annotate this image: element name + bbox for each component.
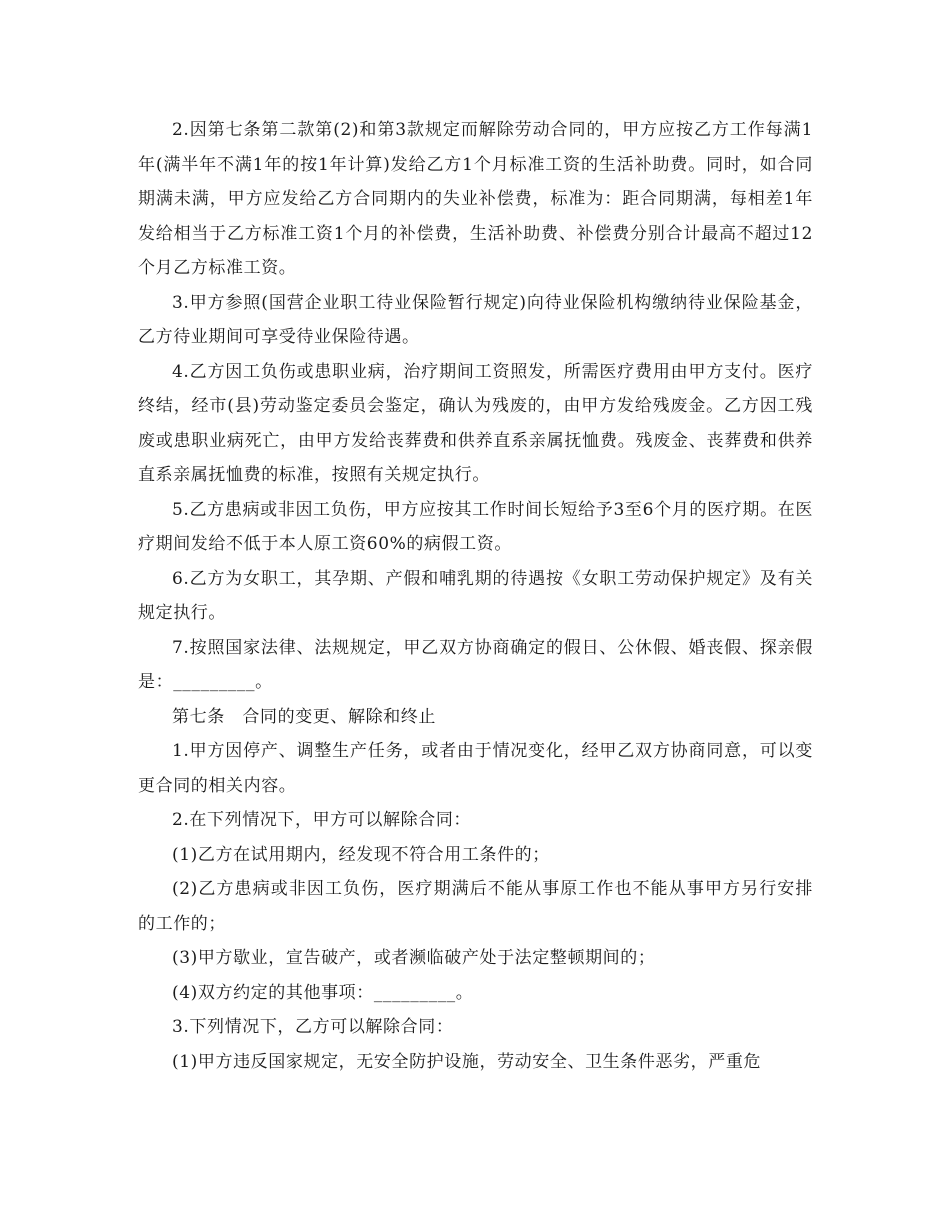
paragraph-contract-change: 1.甲方因停产、调整生产任务，或者由于情况变化，经甲乙双方协商同意，可以变更合同的相关内容。	[138, 741, 813, 796]
list-item-probation: (1)乙方在试用期内，经发现不符合用工条件的；	[172, 844, 550, 865]
paragraph-employer-termination: 2.在下列情况下，甲方可以解除合同：	[172, 810, 472, 830]
list-item-illness: (2)乙方患病或非因工负伤，医疗期满后不能从事原工作也不能从事甲方另行安排的工作的；	[138, 879, 813, 934]
paragraph-unemployment-insurance: 3.甲方参照(国营企业职工待业保险暂行规定)向待业保险机构缴纳待业保险基金，乙方待业期间可享受待业保险待遇。	[138, 292, 813, 347]
list-item-bankruptcy: (3)甲方歇业，宣告破产，或者濒临破产处于法定整顿期间的；	[172, 948, 656, 968]
section-heading-article-7: 第七条 合同的变更、解除和终止	[172, 706, 436, 727]
list-item-safety-violation: (1)甲方违反国家规定，无安全防护设施，劳动安全、卫生条件恶劣，严重危	[172, 1051, 762, 1072]
list-item-other-matters: (4)双方约定的其他事项：_________。	[172, 982, 474, 1003]
paragraph-work-injury: 4.乙方因工负伤或患职业病，治疗期间工资照发，所需医疗费用由甲方支付。医疗终结，经市(县)劳动鉴定委员会鉴定，确认为残废的，由甲方发给残废金。乙方因工残废或患职业病死亡，由甲方发给丧葬费和供养直系亲属抚恤费。残废金、丧葬费和供养直系亲属抚恤费的标准，按照有关规定执行。	[138, 361, 813, 485]
paragraph-living-allowance: 2.因第七条第二款第(2)和第3款规定而解除劳动合同的，甲方应按乙方工作每满1年(满半年不满1年的按1年计算)发给乙方1个月标准工资的生活补助费。同时，如合同期满未满，甲方应发给乙方合同期内的失业补偿费，标准为：距合同期满，每相差1年发给相当于乙方标准工资1个月的补偿费，生活补助费、补偿费分别合计最高不超过12个月乙方标准工资。	[138, 120, 813, 278]
document-page	[138, 113, 813, 1079]
paragraph-female-worker: 6.乙方为女职工，其孕期、产假和哺乳期的待遇按《女职工劳动保护规定》及有关规定执行。	[138, 568, 813, 623]
paragraph-employee-termination: 3.下列情况下，乙方可以解除合同：	[172, 1017, 454, 1037]
paragraph-medical-period: 5.乙方患病或非因工负伤，甲方应按其工作时间长短给予3至6个月的医疗期。在医疗期间发给不低于本人原工资60%的病假工资。	[138, 499, 813, 554]
paragraph-holidays: 7.按照国家法律、法规规定，甲乙双方协商确定的假日、公休假、婚丧假、探亲假是：_________。	[138, 637, 813, 692]
